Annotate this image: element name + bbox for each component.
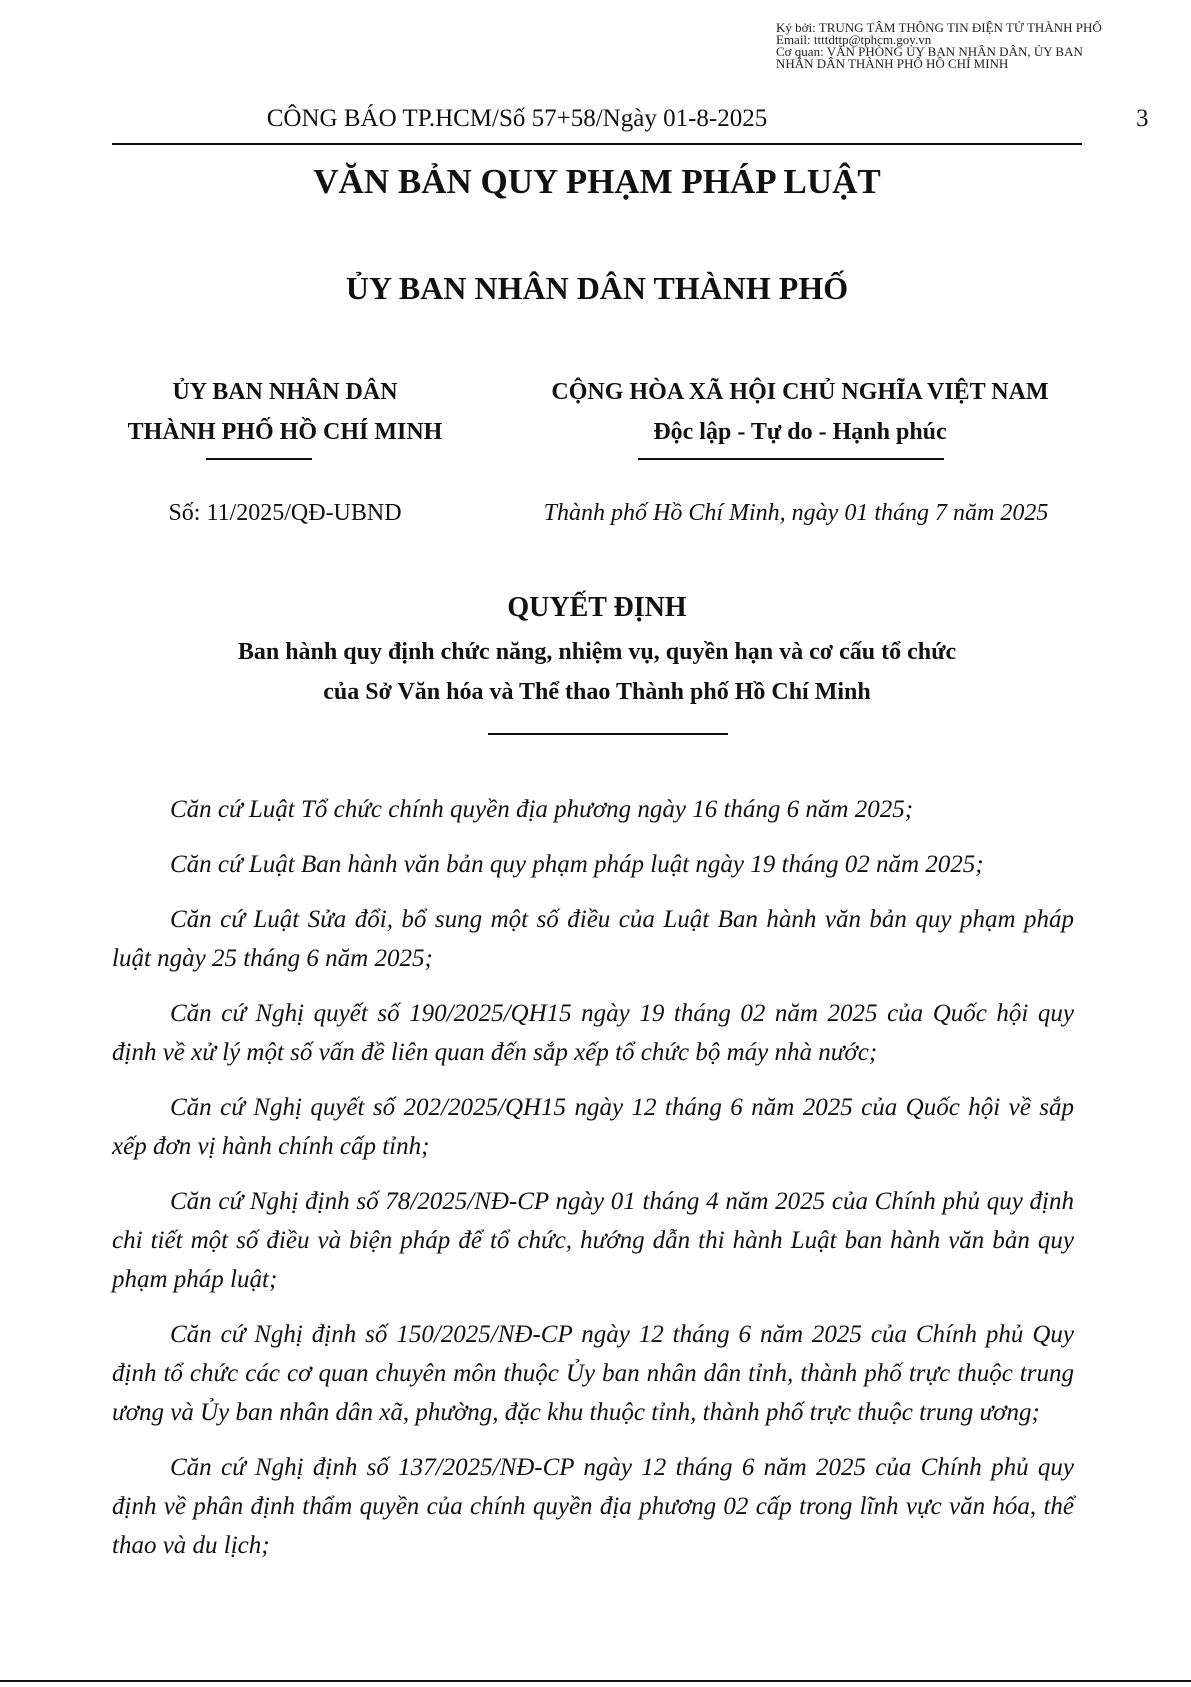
motto-underline <box>638 458 944 460</box>
digital-signature-block <box>776 22 1106 70</box>
legal-basis-paragraph: Căn cứ Nghị quyết số 202/2025/QH15 ngày 12 tháng 6 năm 2025 của Quốc hội về sắp xếp đơn vị hành chính cấp tỉnh; <box>112 1094 1074 1160</box>
signature-email: Email: ttttdttp@tphcm.gov.vn <box>776 32 932 47</box>
section-title: VĂN BẢN QUY PHẠM PHÁP LUẬT <box>313 162 881 201</box>
document-number: Số: 11/2025/QĐ-UBND <box>168 500 402 526</box>
national-name: CỘNG HÒA XÃ HỘI CHỦ NGHĨA VIỆT NAM <box>551 379 1049 405</box>
legal-basis-paragraph: Căn cứ Nghị quyết số 190/2025/QH15 ngày 19 tháng 02 năm 2025 của Quốc hội quy định về xử lý một số vấn đề liên quan đến sắp xếp tổ chức bộ máy nhà nước; <box>112 1000 1074 1066</box>
legal-basis-paragraph: Căn cứ Luật Sửa đổi, bổ sung một số điều của Luật Ban hành văn bản quy phạm pháp luật ngày 25 tháng 6 năm 2025; <box>112 906 1074 972</box>
legal-basis-paragraph: Căn cứ Nghị định số 150/2025/NĐ-CP ngày 12 tháng 6 năm 2025 của Chính phủ Quy định tổ chức các cơ quan chuyên môn thuộc Ủy ban nhân dân tỉnh, thành phố trực thuộc trung ương và Ủy ban nhân dân xã, phường, đặc khu thuộc tỉnh, thành phố trực thuộc trung ương; <box>112 1321 1074 1426</box>
signature-signed-by: Ký bởi: TRUNG TÂM THÔNG TIN ĐIỆN TỬ THÀNH PHỐ <box>776 20 1102 35</box>
decision-subtitle-line1: Ban hành quy định chức năng, nhiệm vụ, quyền hạn và cơ cấu tổ chức <box>237 639 957 665</box>
legal-basis-paragraph: Căn cứ Luật Tổ chức chính quyền địa phương ngày 16 tháng 6 năm 2025; <box>170 796 914 823</box>
document-type: QUYẾT ĐỊNH <box>507 592 687 623</box>
header-rule <box>112 143 1082 145</box>
signature-agency: Cơ quan: VĂN PHÒNG ỦY BAN NHÂN DÂN, ỦY BAN NHÂN DÂN THÀNH PHỐ HỒ CHÍ MINH <box>776 44 1083 71</box>
gazette-header: CÔNG BÁO TP.HCM/Số 57+58/Ngày 01-8-2025 <box>266 105 768 132</box>
issuer-underline <box>206 458 312 460</box>
decision-subtitle-line2: của Sở Văn hóa và Thể thao Thành phố Hồ Chí Minh <box>323 679 871 705</box>
authority-title: ỦY BAN NHÂN DÂN THÀNH PHỐ <box>345 270 849 306</box>
place-date: Thành phố Hồ Chí Minh, ngày 01 tháng 7 năm 2025 <box>543 500 1049 526</box>
page-number: 3 <box>1136 105 1149 132</box>
issuer-block <box>110 372 460 452</box>
issuer-line2: THÀNH PHỐ HỒ CHÍ MINH <box>127 419 443 445</box>
legal-basis-paragraph: Căn cứ Nghị định số 137/2025/NĐ-CP ngày 12 tháng 6 năm 2025 của Chính phủ quy định về phân định thẩm quyền của chính quyền địa phương 02 cấp trong lĩnh vực văn hóa, thể thao và du lịch; <box>112 1454 1074 1559</box>
bottom-rule <box>0 1680 1191 1682</box>
national-motto-block <box>520 372 1080 452</box>
legal-basis-paragraph: Căn cứ Luật Ban hành văn bản quy phạm pháp luật ngày 19 tháng 02 năm 2025; <box>170 851 984 878</box>
legal-bases <box>112 790 1074 1581</box>
issuer-line1: ỦY BAN NHÂN DÂN <box>172 379 398 405</box>
legal-basis-paragraph: Căn cứ Nghị định số 78/2025/NĐ-CP ngày 01 tháng 4 năm 2025 của Chính phủ quy định chi tiết một số điều và biện pháp để tổ chức, hướng dẫn thi hành Luật ban hành văn bản quy phạm pháp luật; <box>112 1188 1074 1293</box>
national-motto: Độc lập - Tự do - Hạnh phúc <box>653 419 947 445</box>
title-underline <box>488 733 728 735</box>
